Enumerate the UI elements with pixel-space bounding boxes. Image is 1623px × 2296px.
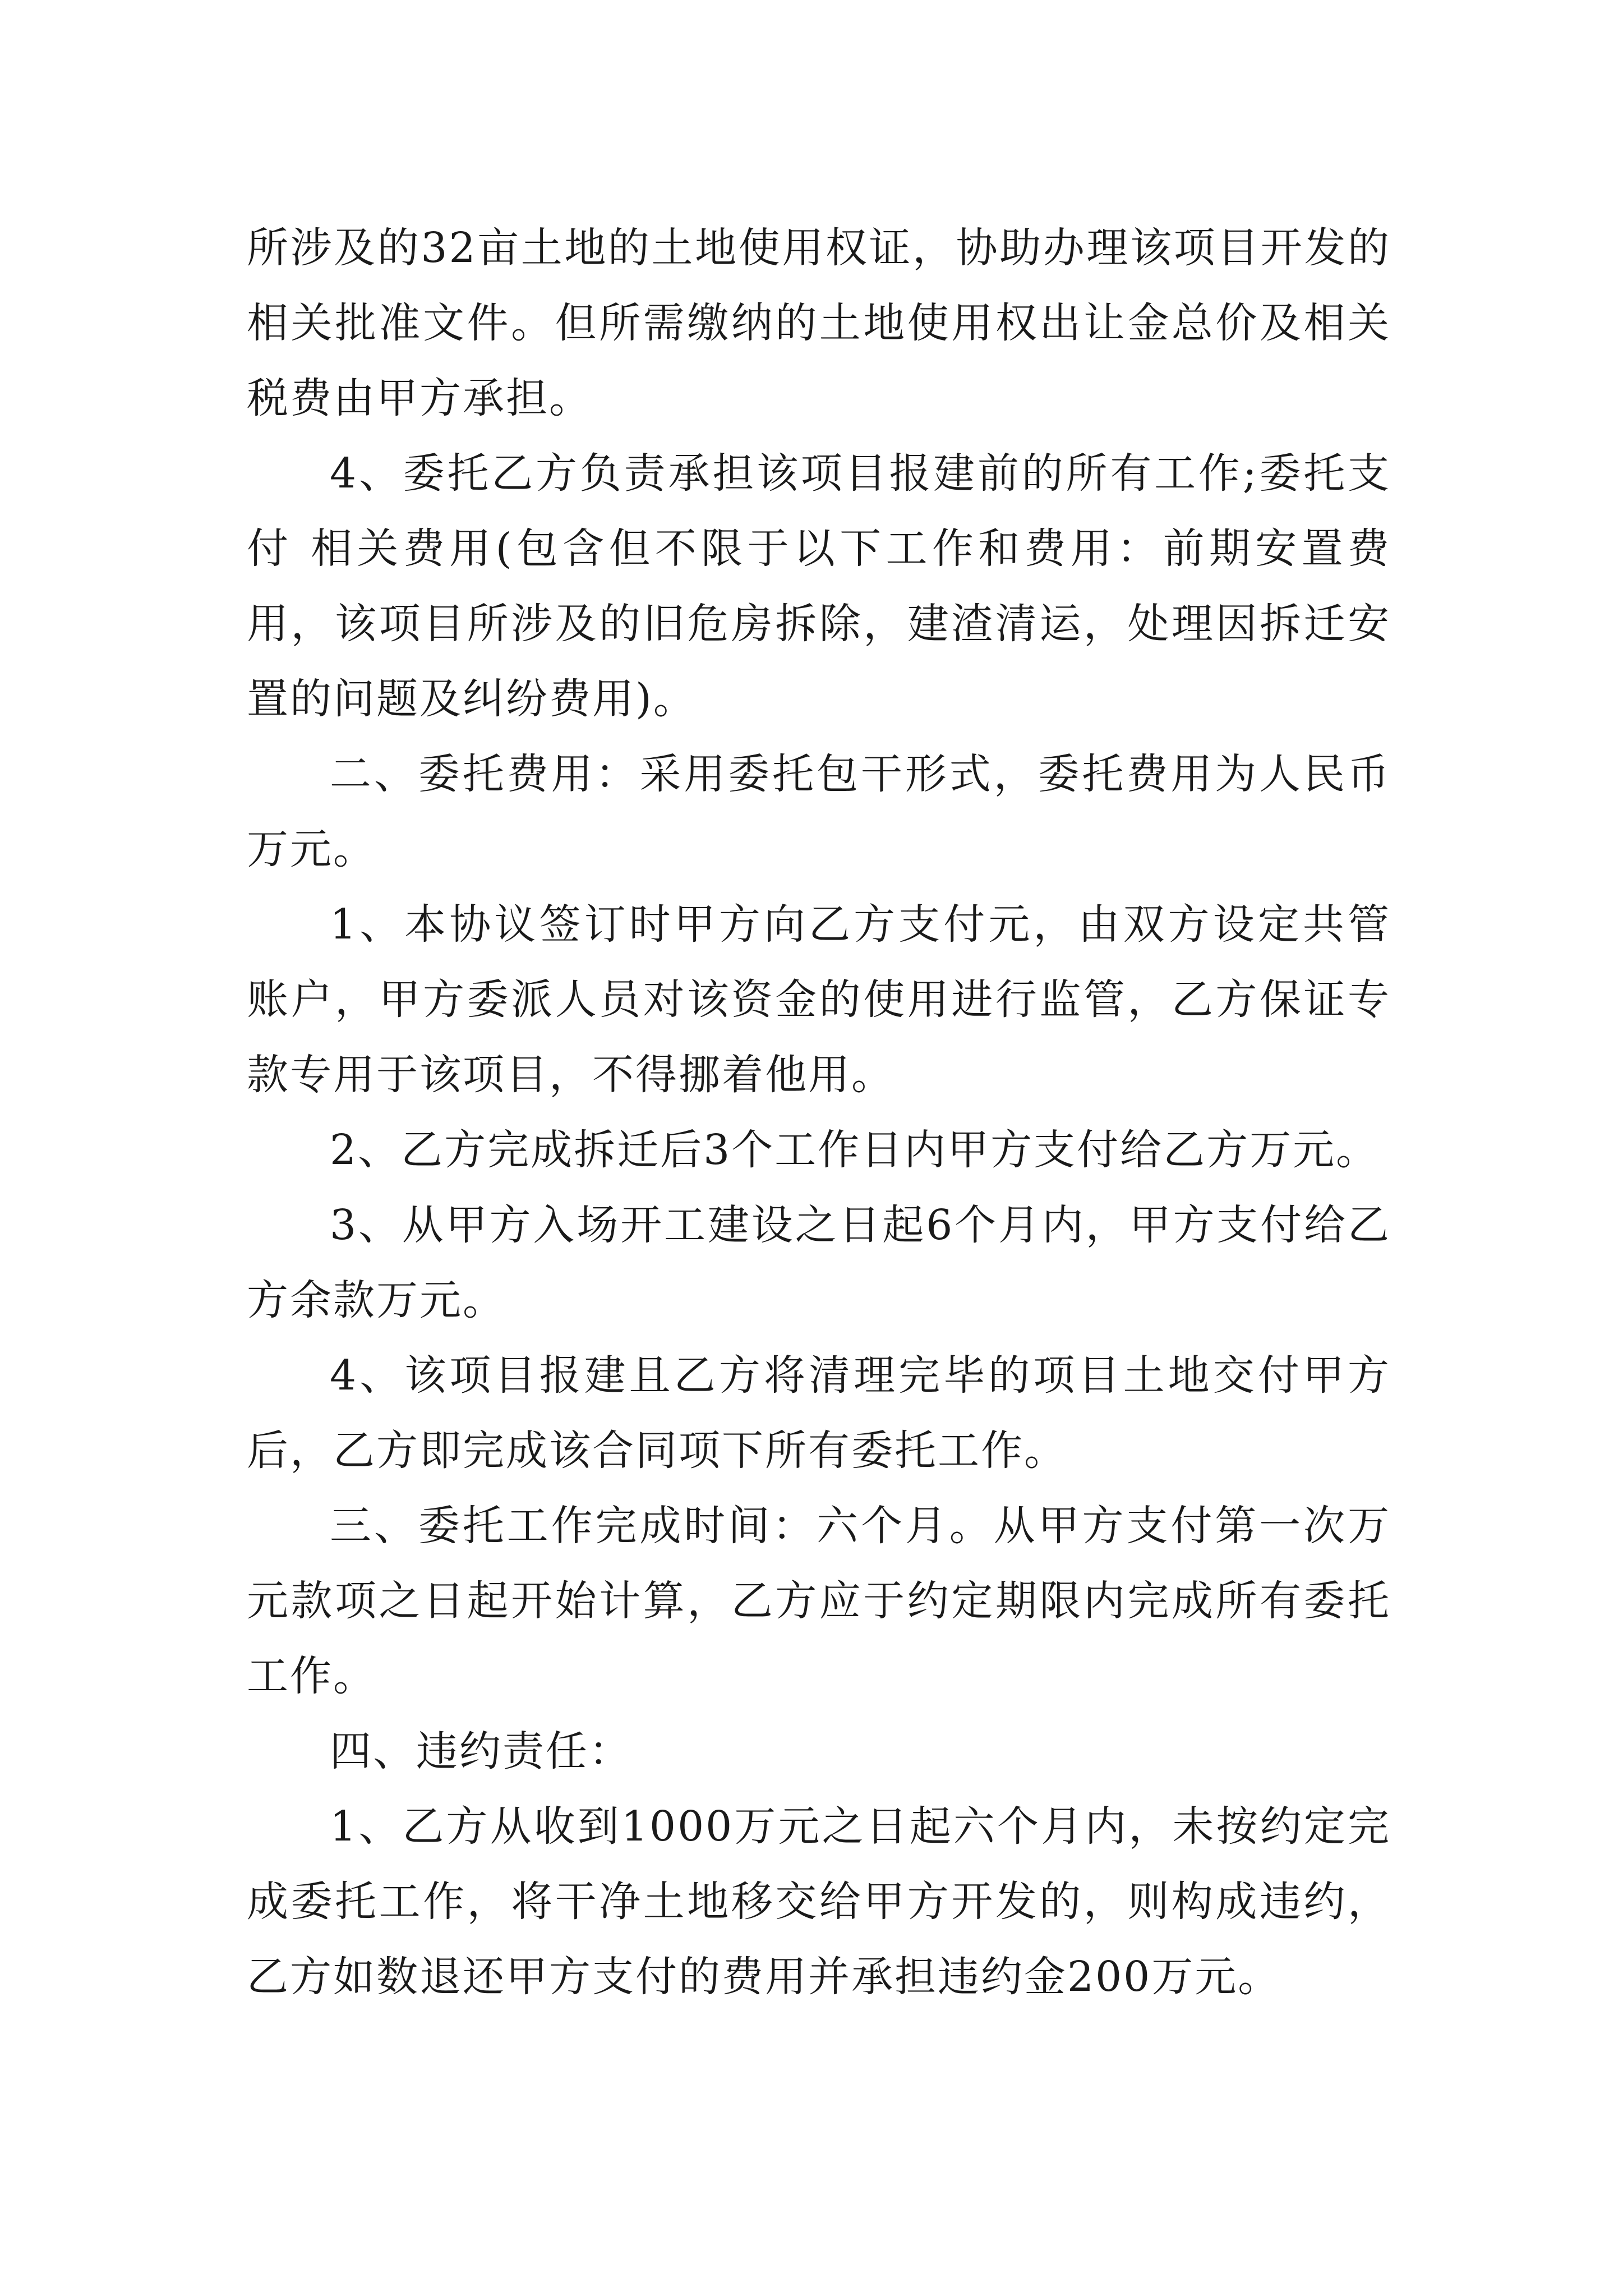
paragraph-clause-2-4: 4、该项目报建且乙方将清理完毕的项目土地交付甲方后，乙方即完成该合同项下所有委托工作。 bbox=[247, 1351, 1391, 1475]
paragraph-clause-2-1: 1、本协议签订时甲方向乙方支付元，由双方设定共管账户，甲方委派人员对该资金的使用进行监管，乙方保证专款专用于该项目，不得挪着他用。 bbox=[247, 900, 1391, 1099]
document-body bbox=[247, 210, 1391, 2014]
paragraph-land-use-certificate: 所涉及的32亩土地的土地使用权证，协助办理该项目开发的相关批准文件。但所需缴纳的土地使用权出让金总价及相关税费由甲方承担。 bbox=[247, 224, 1391, 422]
paragraph-clause-4-1: 1、乙方从收到1000万元之日起六个月内，未按约定完成委托工作，将干净土地移交给甲方开发的，则构成违约，乙方如数退还甲方支付的费用并承担违约金200万元。 bbox=[247, 1802, 1391, 2001]
paragraph-clause-2-3: 3、从甲方入场开工建设之日起6个月内，甲方支付给乙方余款万元。 bbox=[247, 1201, 1391, 1324]
paragraph-clause-1-4: 4、委托乙方负责承担该项目报建前的所有工作;委托支付 相关费用(包含但不限于以下工作和费用：前期安置费用，该项目所涉及的旧危房拆除，建渣清运，处理因拆迁安置的问题及纠纷费用)。 bbox=[247, 449, 1391, 723]
paragraph-clause-2-2: 2、乙方完成拆迁后3个工作日内甲方支付给乙方万元。 bbox=[330, 1126, 1380, 1174]
paragraph-section-3-time: 三、委托工作完成时间：六个月。从甲方支付第一次万元款项之日起开始计算，乙方应于约定期限内完成所有委托工作。 bbox=[247, 1502, 1391, 1700]
paragraph-section-4-heading: 四、违约责任： bbox=[330, 1727, 632, 1775]
paragraph-section-2-fee: 二、委托费用：采用委托包干形式，委托费用为人民币万元。 bbox=[247, 750, 1391, 873]
